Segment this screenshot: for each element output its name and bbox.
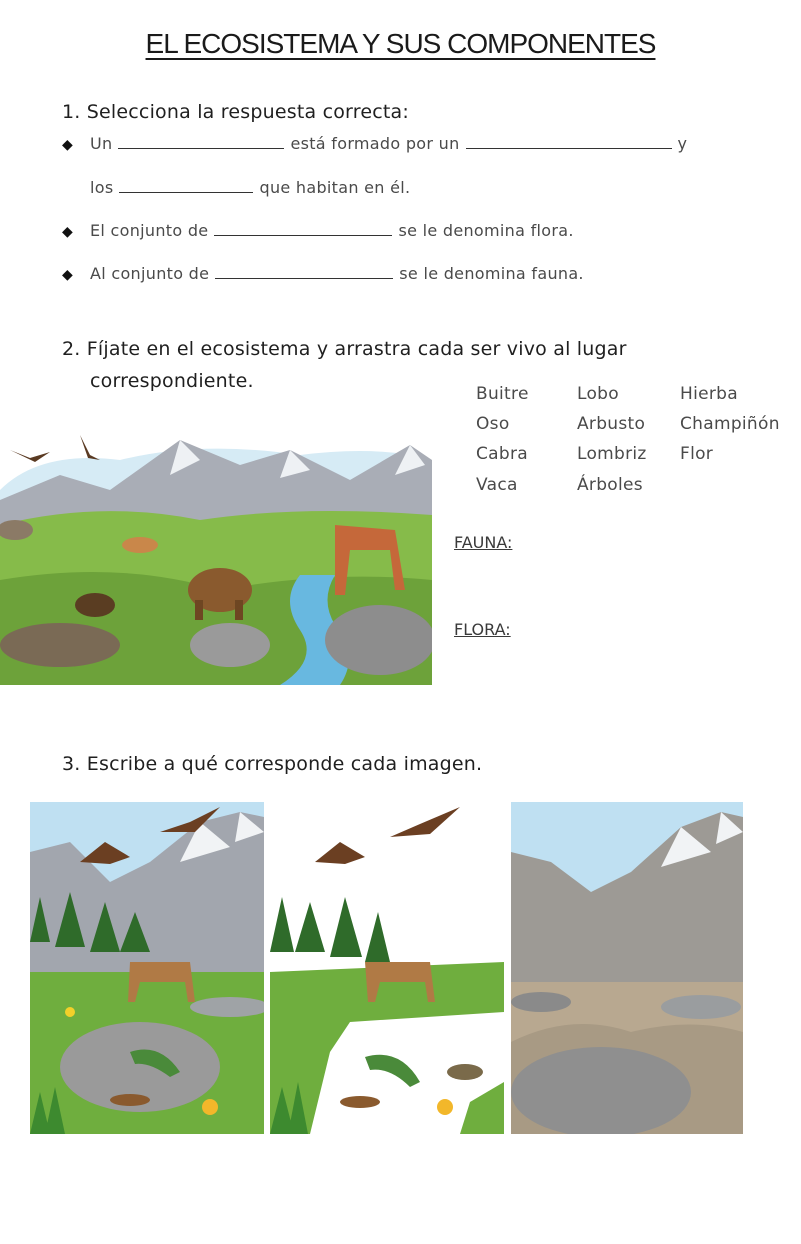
answer-blank[interactable]	[466, 135, 672, 149]
question-1-line-2: los que habitan en él.	[90, 178, 411, 197]
question-1-line-1: Un está formado por un y	[90, 134, 688, 153]
draggable-word-arbusto[interactable]: Arbusto	[577, 414, 646, 434]
draggable-word-champinon[interactable]: Champiñón	[680, 414, 780, 434]
draggable-word-lobo[interactable]: Lobo	[577, 384, 619, 404]
bullet-icon: ◆	[62, 267, 73, 283]
question-1-heading: 1. Selecciona la respuesta correcta:	[62, 101, 409, 123]
image-ecosystem	[30, 802, 264, 1134]
draggable-word-flor[interactable]: Flor	[680, 444, 714, 464]
bullet-icon: ◆	[62, 137, 73, 153]
fauna-drop-zone[interactable]: FAUNA:	[454, 533, 513, 552]
question-2-heading-cont: correspondiente.	[90, 370, 254, 392]
question-3-heading: 3. Escribe a qué corresponde cada imagen.	[62, 753, 483, 775]
ecosystem-illustration	[0, 430, 432, 685]
answer-blank[interactable]	[119, 179, 253, 193]
draggable-word-buitre[interactable]: Buitre	[476, 384, 529, 404]
draggable-word-cabra[interactable]: Cabra	[476, 444, 528, 464]
question-2-heading: 2. Fíjate en el ecosistema y arrastra cada ser vivo al lugar	[62, 338, 627, 360]
image-living-beings	[270, 802, 504, 1134]
question-1-line-4: Al conjunto de se le denomina fauna.	[90, 264, 584, 283]
bullet-icon: ◆	[62, 224, 73, 240]
image-environment	[511, 802, 743, 1134]
draggable-word-vaca[interactable]: Vaca	[476, 475, 518, 495]
answer-blank[interactable]	[215, 265, 393, 279]
answer-blank[interactable]	[214, 222, 392, 236]
draggable-word-arboles[interactable]: Árboles	[577, 475, 643, 495]
flora-drop-zone[interactable]: FLORA:	[454, 620, 511, 639]
page-title: EL ECOSISTEMA Y SUS COMPONENTES	[145, 28, 656, 59]
answer-blank[interactable]	[118, 135, 284, 149]
draggable-word-oso[interactable]: Oso	[476, 414, 510, 434]
draggable-word-lombriz[interactable]: Lombriz	[577, 444, 647, 464]
draggable-word-hierba[interactable]: Hierba	[680, 384, 738, 404]
question-1-line-3: El conjunto de se le denomina flora.	[90, 221, 574, 240]
